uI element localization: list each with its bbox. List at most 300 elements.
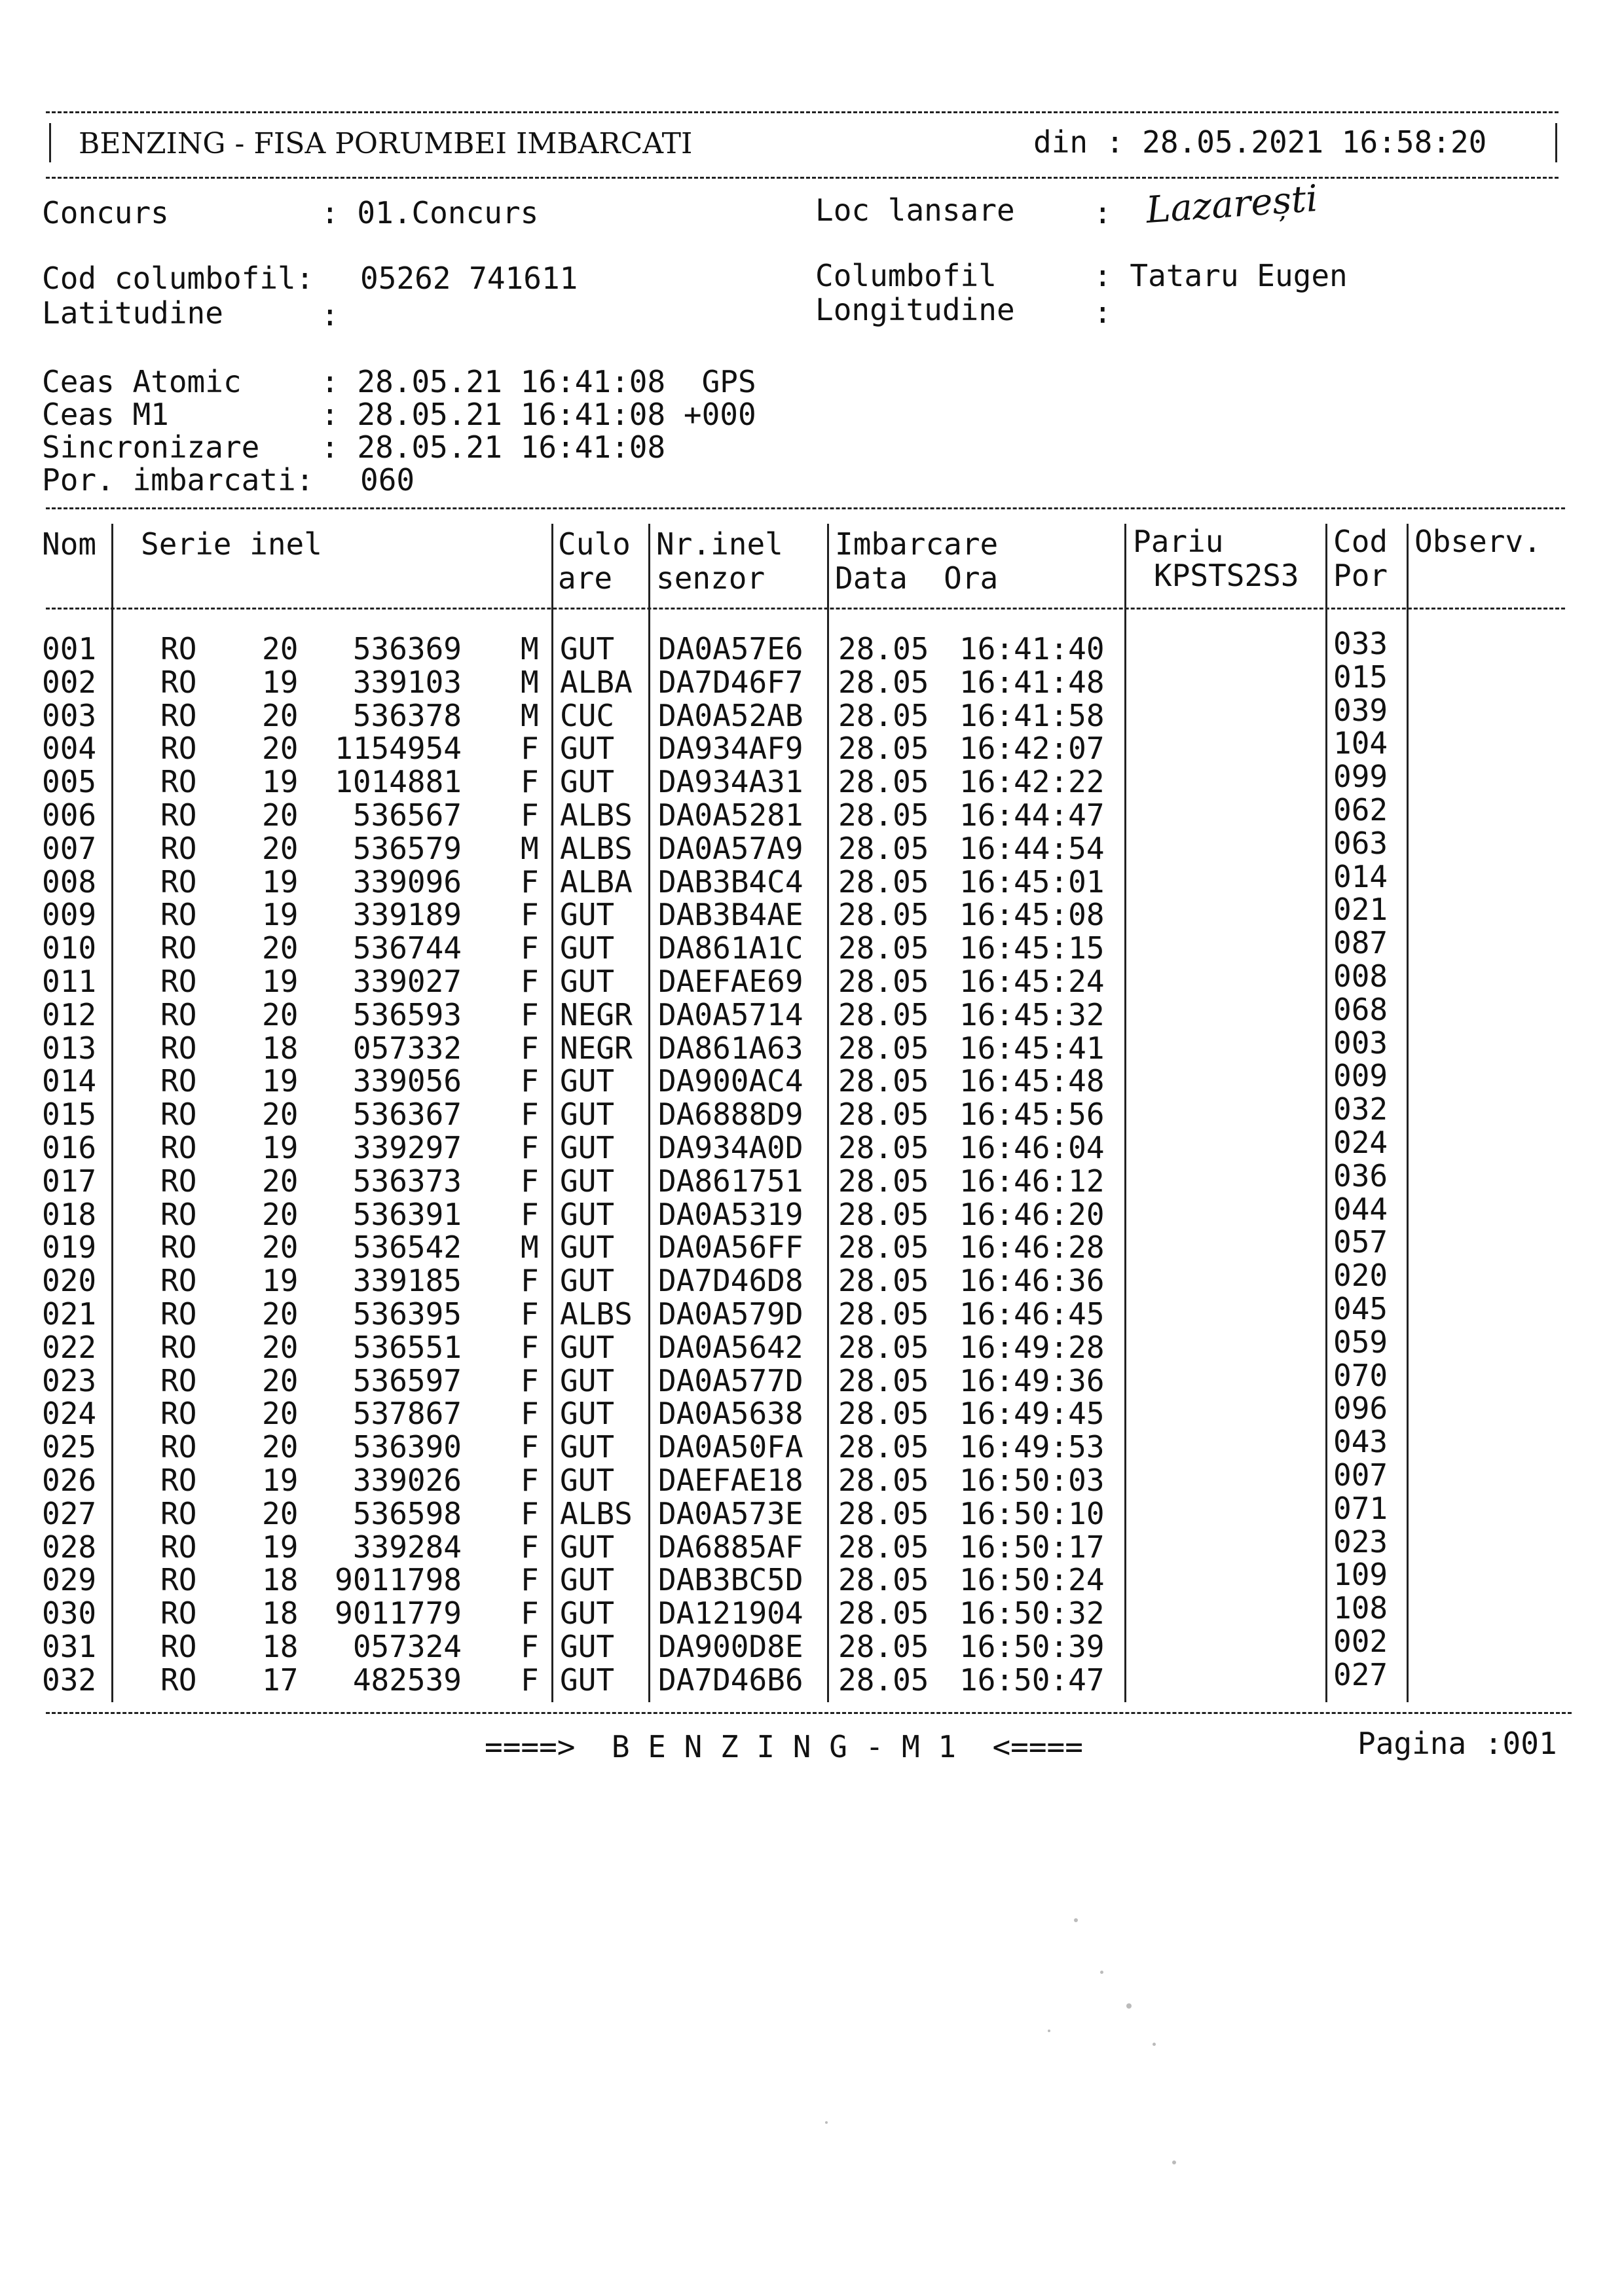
cell-senzor: DA7D46D8 [658,1263,803,1299]
cell-nom: 005 [42,764,97,800]
cell-senzor: DA0A50FA [658,1429,803,1465]
cell-sex: F [521,1329,539,1365]
cell-ora: 16:49:28 [959,1329,1105,1365]
cell-nr-inel: 536597 [352,1362,462,1398]
cell-data: 28.05 [838,1163,929,1199]
cell-nr-inel: 057324 [352,1629,462,1664]
cell-cod-por: 021 [1333,892,1388,928]
cell-nr-inel: 536579 [352,830,462,866]
cell-senzor: DA0A56FF [658,1230,803,1266]
cell-cod-por: 057 [1333,1224,1388,1260]
cell-culoare: GUT [560,1362,615,1398]
cell-sex: F [521,1263,539,1299]
cell-tara: RO [160,697,197,733]
cell-nom: 032 [42,1662,97,1698]
cell-nr-inel: 536390 [352,1429,462,1465]
cell-an: 20 [262,631,299,666]
cell-nr-inel: 536369 [352,631,462,666]
cell-cod-por: 043 [1333,1424,1388,1460]
cell-nr-inel: 057332 [352,1030,462,1066]
cell-data: 28.05 [838,1030,929,1066]
col-header-imbarcare-2: Data Ora [835,560,999,596]
column-separator [827,524,829,1702]
cell-cod-por: 015 [1333,659,1388,695]
columbofil-label: Columbofil [815,258,997,293]
cell-sex: F [521,1030,539,1066]
cell-data: 28.05 [838,1629,929,1664]
col-header-pariu-1: Pariu [1133,524,1224,559]
cell-culoare: CUC [560,697,615,733]
col-header-observ: Observ. [1414,524,1541,559]
cell-nr-inel: 536542 [352,1230,462,1266]
cell-an: 20 [262,1429,299,1465]
cell-cod-por: 070 [1333,1357,1388,1393]
cell-ora: 16:50:10 [959,1495,1105,1531]
cell-nom: 028 [42,1529,97,1565]
cell-senzor: DAB3BC5D [658,1562,803,1598]
cell-senzor: DA0A5281 [658,797,803,833]
cell-nr-inel: 339297 [352,1130,462,1165]
cell-senzor: DA861A1C [658,930,803,966]
cell-data: 28.05 [838,1463,929,1498]
cell-tara: RO [160,1296,197,1332]
cell-data: 28.05 [838,731,929,767]
cell-nom: 007 [42,830,97,866]
cell-ora: 16:44:54 [959,830,1105,866]
cell-tara: RO [160,1396,197,1432]
cell-cod-por: 003 [1333,1025,1388,1061]
cell-senzor: DA0A5638 [658,1396,803,1432]
col-header-imbarcare-1: Imbarcare [835,526,999,562]
cell-ora: 16:50:17 [959,1529,1105,1565]
cell-an: 17 [262,1662,299,1698]
cell-tara: RO [160,1097,197,1133]
scan-speck [1153,2043,1156,2046]
cell-data: 28.05 [838,1263,929,1299]
cell-data: 28.05 [838,1662,929,1698]
cell-ora: 16:50:24 [959,1562,1105,1598]
cell-data: 28.05 [838,996,929,1032]
cell-tara: RO [160,996,197,1032]
cell-cod-por: 008 [1333,958,1388,994]
cell-data: 28.05 [838,664,929,700]
ceas-atomic-label: Ceas Atomic [42,364,242,399]
cell-tara: RO [160,864,197,900]
cell-sex: F [521,1562,539,1598]
cell-sex: F [521,1595,539,1631]
cell-data: 28.05 [838,1529,929,1565]
cell-culoare: ALBS [560,1495,633,1531]
cell-culoare: GUT [560,1429,615,1465]
cell-ora: 16:45:08 [959,897,1105,933]
loc-lansare-label: Loc lansare [815,192,1015,228]
cell-nr-inel: 1154954 [335,731,462,767]
footer-banner: ====> B E N Z I N G - M 1 <==== [485,1729,1083,1764]
cell-culoare: NEGR [560,996,633,1032]
cell-data: 28.05 [838,797,929,833]
cell-culoare: GUT [560,1463,615,1498]
header-bottom-border [46,177,1559,179]
cell-senzor: DAB3B4AE [658,897,803,933]
col-header-pariu-2: KPSTS2S3 [1154,558,1299,593]
cell-senzor: DA121904 [658,1595,803,1631]
cell-culoare: GUT [560,897,615,933]
por-imbarcati-label: Por. imbarcati: [42,462,314,498]
cell-ora: 16:45:48 [959,1063,1105,1099]
ceas-m1-value: : 28.05.21 16:41:08 +000 [321,397,756,432]
cell-sex: F [521,864,539,900]
cell-nom: 004 [42,731,97,767]
cell-an: 19 [262,964,299,999]
por-imbarcati-value: 060 [360,462,415,498]
cell-ora: 16:45:24 [959,964,1105,999]
sincronizare-value: : 28.05.21 16:41:08 [321,429,666,465]
cell-culoare: GUT [560,1130,615,1165]
cell-tara: RO [160,664,197,700]
cell-nr-inel: 536567 [352,797,462,833]
cell-ora: 16:41:40 [959,631,1105,666]
cell-sex: F [521,1296,539,1332]
cell-senzor: DA0A5714 [658,996,803,1032]
cell-data: 28.05 [838,864,929,900]
cell-nom: 014 [42,1063,97,1099]
cell-data: 28.05 [838,1562,929,1598]
cell-tara: RO [160,1130,197,1165]
cell-culoare: GUT [560,1196,615,1232]
cell-data: 28.05 [838,1362,929,1398]
loc-lansare-sep: : [1094,195,1112,230]
cell-sex: M [521,664,539,700]
cell-sex: F [521,797,539,833]
cell-culoare: ALBA [560,864,633,900]
cell-culoare: GUT [560,1529,615,1565]
cell-senzor: DA0A5642 [658,1329,803,1365]
cell-ora: 16:45:32 [959,996,1105,1032]
cell-cod-por: 027 [1333,1656,1388,1692]
concurs-value: : 01.Concurs [321,195,539,230]
cell-cod-por: 020 [1333,1258,1388,1294]
cell-nom: 015 [42,1097,97,1133]
cell-nom: 013 [42,1030,97,1066]
table-bottom-border [46,1712,1572,1714]
cell-ora: 16:45:15 [959,930,1105,966]
col-header-cod-1: Cod [1333,524,1388,559]
cell-tara: RO [160,1163,197,1199]
cell-sex: F [521,1463,539,1498]
cell-an: 19 [262,1063,299,1099]
cell-culoare: ALBS [560,797,633,833]
cell-data: 28.05 [838,1396,929,1432]
cell-an: 19 [262,764,299,800]
cell-senzor: DA6885AF [658,1529,803,1565]
ceas-m1-label: Ceas M1 [42,397,169,432]
cell-an: 20 [262,830,299,866]
cell-nr-inel: 536373 [352,1163,462,1199]
column-separator [1407,524,1409,1702]
cell-culoare: GUT [560,631,615,666]
cell-cod-por: 071 [1333,1490,1388,1526]
scan-speck [1074,1918,1078,1922]
cell-culoare: GUT [560,1329,615,1365]
cell-an: 20 [262,1163,299,1199]
cell-nom: 022 [42,1329,97,1365]
cell-an: 20 [262,996,299,1032]
cell-ora: 16:45:41 [959,1030,1105,1066]
cell-culoare: ALBS [560,830,633,866]
cell-ora: 16:46:28 [959,1230,1105,1266]
cell-nom: 031 [42,1629,97,1664]
cell-data: 28.05 [838,1130,929,1165]
cell-ora: 16:46:04 [959,1130,1105,1165]
scan-speck [1126,2003,1132,2009]
cell-senzor: DAEFAE18 [658,1463,803,1498]
cell-data: 28.05 [838,764,929,800]
cell-nr-inel: 536391 [352,1196,462,1232]
longitudine-label: Longitudine [815,292,1015,327]
cell-senzor: DAB3B4C4 [658,864,803,900]
cell-nr-inel: 536593 [352,996,462,1032]
cell-ora: 16:50:39 [959,1629,1105,1664]
header-top-border [46,111,1559,113]
scan-speck [1172,2160,1176,2164]
cell-tara: RO [160,1063,197,1099]
cell-an: 20 [262,697,299,733]
cell-nr-inel: 537867 [352,1396,462,1432]
cell-nr-inel: 536551 [352,1329,462,1365]
cell-sex: F [521,1662,539,1698]
cell-cod-por: 108 [1333,1590,1388,1626]
cell-cod-por: 032 [1333,1091,1388,1127]
latitudine-label: Latitudine [42,295,223,331]
cell-ora: 16:41:58 [959,697,1105,733]
cell-data: 28.05 [838,1196,929,1232]
cod-columbofil-value: 05262 741611 [360,261,578,296]
cell-nr-inel: 339284 [352,1529,462,1565]
cell-an: 20 [262,1230,299,1266]
loc-lansare-handwritten: Lazarești [1145,177,1320,232]
cell-an: 20 [262,1196,299,1232]
cell-tara: RO [160,764,197,800]
cell-cod-por: 014 [1333,858,1388,894]
cell-senzor: DA0A57E6 [658,631,803,666]
columbofil-value: : Tataru Eugen [1094,258,1348,293]
cell-an: 20 [262,797,299,833]
cell-tara: RO [160,1629,197,1664]
cell-sex: F [521,1529,539,1565]
cell-senzor: DA900AC4 [658,1063,803,1099]
cell-tara: RO [160,1463,197,1498]
cell-nom: 019 [42,1230,97,1266]
cell-cod-por: 096 [1333,1391,1388,1427]
cell-tara: RO [160,1529,197,1565]
cell-nom: 024 [42,1396,97,1432]
cell-culoare: GUT [560,1063,615,1099]
cell-cod-por: 036 [1333,1157,1388,1194]
col-header-serie: Serie inel [141,526,322,562]
cell-senzor: DA7D46B6 [658,1662,803,1698]
column-separator [111,524,113,1702]
cell-nom: 027 [42,1495,97,1531]
cell-cod-por: 002 [1333,1624,1388,1659]
cell-senzor: DA861A63 [658,1030,803,1066]
cell-cod-por: 109 [1333,1557,1388,1593]
cell-cod-por: 087 [1333,925,1388,961]
cell-senzor: DA0A5319 [658,1196,803,1232]
cell-culoare: GUT [560,1662,615,1698]
page-number: Pagina :001 [1357,1726,1557,1761]
col-header-nrinel-1: Nr.inel [656,526,783,562]
cell-data: 28.05 [838,1097,929,1133]
cell-tara: RO [160,797,197,833]
scan-speck [825,2121,828,2124]
cell-sex: F [521,1163,539,1199]
cell-culoare: GUT [560,1263,615,1299]
cell-data: 28.05 [838,1329,929,1365]
cell-data: 28.05 [838,830,929,866]
cell-culoare: GUT [560,1097,615,1133]
cell-ora: 16:46:45 [959,1296,1105,1332]
cell-an: 19 [262,897,299,933]
cell-cod-por: 009 [1333,1058,1388,1094]
cell-senzor: DA0A57A9 [658,830,803,866]
cell-ora: 16:46:12 [959,1163,1105,1199]
cell-cod-por: 039 [1333,692,1388,728]
cell-sex: M [521,631,539,666]
cell-senzor: DAEFAE69 [658,964,803,999]
cell-sex: M [521,830,539,866]
cell-tara: RO [160,1196,197,1232]
cell-an: 20 [262,1495,299,1531]
cell-sex: F [521,930,539,966]
cell-sex: F [521,1196,539,1232]
cell-nom: 017 [42,1163,97,1199]
cell-nom: 030 [42,1595,97,1631]
cell-nom: 021 [42,1296,97,1332]
cell-nr-inel: 339027 [352,964,462,999]
cell-senzor: DA0A573E [658,1495,803,1531]
cell-nom: 006 [42,797,97,833]
cell-ora: 16:45:01 [959,864,1105,900]
cell-nom: 018 [42,1196,97,1232]
column-separator [1124,524,1126,1702]
cell-nr-inel: 339096 [352,864,462,900]
cell-sex: F [521,1495,539,1531]
cell-senzor: DA861751 [658,1163,803,1199]
cell-senzor: DA0A52AB [658,697,803,733]
cell-ora: 16:45:56 [959,1097,1105,1133]
cell-nom: 026 [42,1463,97,1498]
cell-culoare: GUT [560,1629,615,1664]
concurs-label: Concurs [42,195,169,230]
cell-sex: F [521,1097,539,1133]
cell-culoare: GUT [560,1163,615,1199]
col-header-cod-2: Por [1333,558,1388,593]
cell-nr-inel: 339189 [352,897,462,933]
column-separator [648,524,650,1702]
col-header-culoare-1: Culo [558,526,631,562]
cell-senzor: DA934AF9 [658,731,803,767]
cell-tara: RO [160,1329,197,1365]
cell-tara: RO [160,731,197,767]
cell-tara: RO [160,1263,197,1299]
cell-culoare: GUT [560,930,615,966]
cell-data: 28.05 [838,1495,929,1531]
cell-sex: F [521,1396,539,1432]
cell-sex: F [521,1429,539,1465]
cell-tara: RO [160,631,197,666]
cell-nr-inel: 482539 [352,1662,462,1698]
cell-an: 20 [262,1097,299,1133]
cell-sex: F [521,731,539,767]
cell-sex: F [521,764,539,800]
cell-nom: 009 [42,897,97,933]
cell-culoare: GUT [560,731,615,767]
cell-sex: F [521,1063,539,1099]
cell-nr-inel: 536395 [352,1296,462,1332]
cell-cod-por: 068 [1333,991,1388,1027]
cell-culoare: GUT [560,1595,615,1631]
cell-cod-por: 063 [1333,825,1388,861]
cell-ora: 16:46:36 [959,1263,1105,1299]
cell-cod-por: 007 [1333,1457,1388,1493]
cell-sex: F [521,1130,539,1165]
cell-nr-inel: 9011798 [335,1562,462,1598]
cell-tara: RO [160,1595,197,1631]
cell-cod-por: 059 [1333,1324,1388,1360]
cell-senzor: DA934A31 [658,764,803,800]
col-header-culoare-2: are [558,560,613,596]
cell-an: 19 [262,1130,299,1165]
cell-tara: RO [160,1495,197,1531]
cell-culoare: ALBS [560,1296,633,1332]
cell-tara: RO [160,830,197,866]
cell-nom: 020 [42,1263,97,1299]
cell-an: 18 [262,1595,299,1631]
cell-an: 18 [262,1030,299,1066]
cell-data: 28.05 [838,897,929,933]
cell-culoare: GUT [560,764,615,800]
scan-speck [1100,1971,1103,1974]
cell-tara: RO [160,930,197,966]
cell-ora: 16:50:47 [959,1662,1105,1698]
cell-ora: 16:50:32 [959,1595,1105,1631]
cell-data: 28.05 [838,964,929,999]
latitudine-value: : [321,297,339,333]
cell-nr-inel: 339056 [352,1063,462,1099]
cell-culoare: GUT [560,1396,615,1432]
cell-ora: 16:49:45 [959,1396,1105,1432]
cell-nom: 008 [42,864,97,900]
cell-sex: F [521,897,539,933]
column-separator [551,524,553,1702]
cell-tara: RO [160,964,197,999]
cell-tara: RO [160,897,197,933]
cell-an: 20 [262,1396,299,1432]
cell-tara: RO [160,1230,197,1266]
cell-data: 28.05 [838,1296,929,1332]
cell-senzor: DA7D46F7 [658,664,803,700]
cell-nr-inel: 9011779 [335,1595,462,1631]
sincronizare-label: Sincronizare [42,429,260,465]
cell-data: 28.05 [838,1429,929,1465]
cell-sex: F [521,1362,539,1398]
cell-cod-por: 045 [1333,1291,1388,1326]
report-title: BENZING - FISA PORUMBEI IMBARCATI [79,127,693,160]
cell-cod-por: 104 [1333,725,1388,761]
cell-an: 20 [262,930,299,966]
cell-cod-por: 062 [1333,792,1388,828]
cell-an: 20 [262,1296,299,1332]
